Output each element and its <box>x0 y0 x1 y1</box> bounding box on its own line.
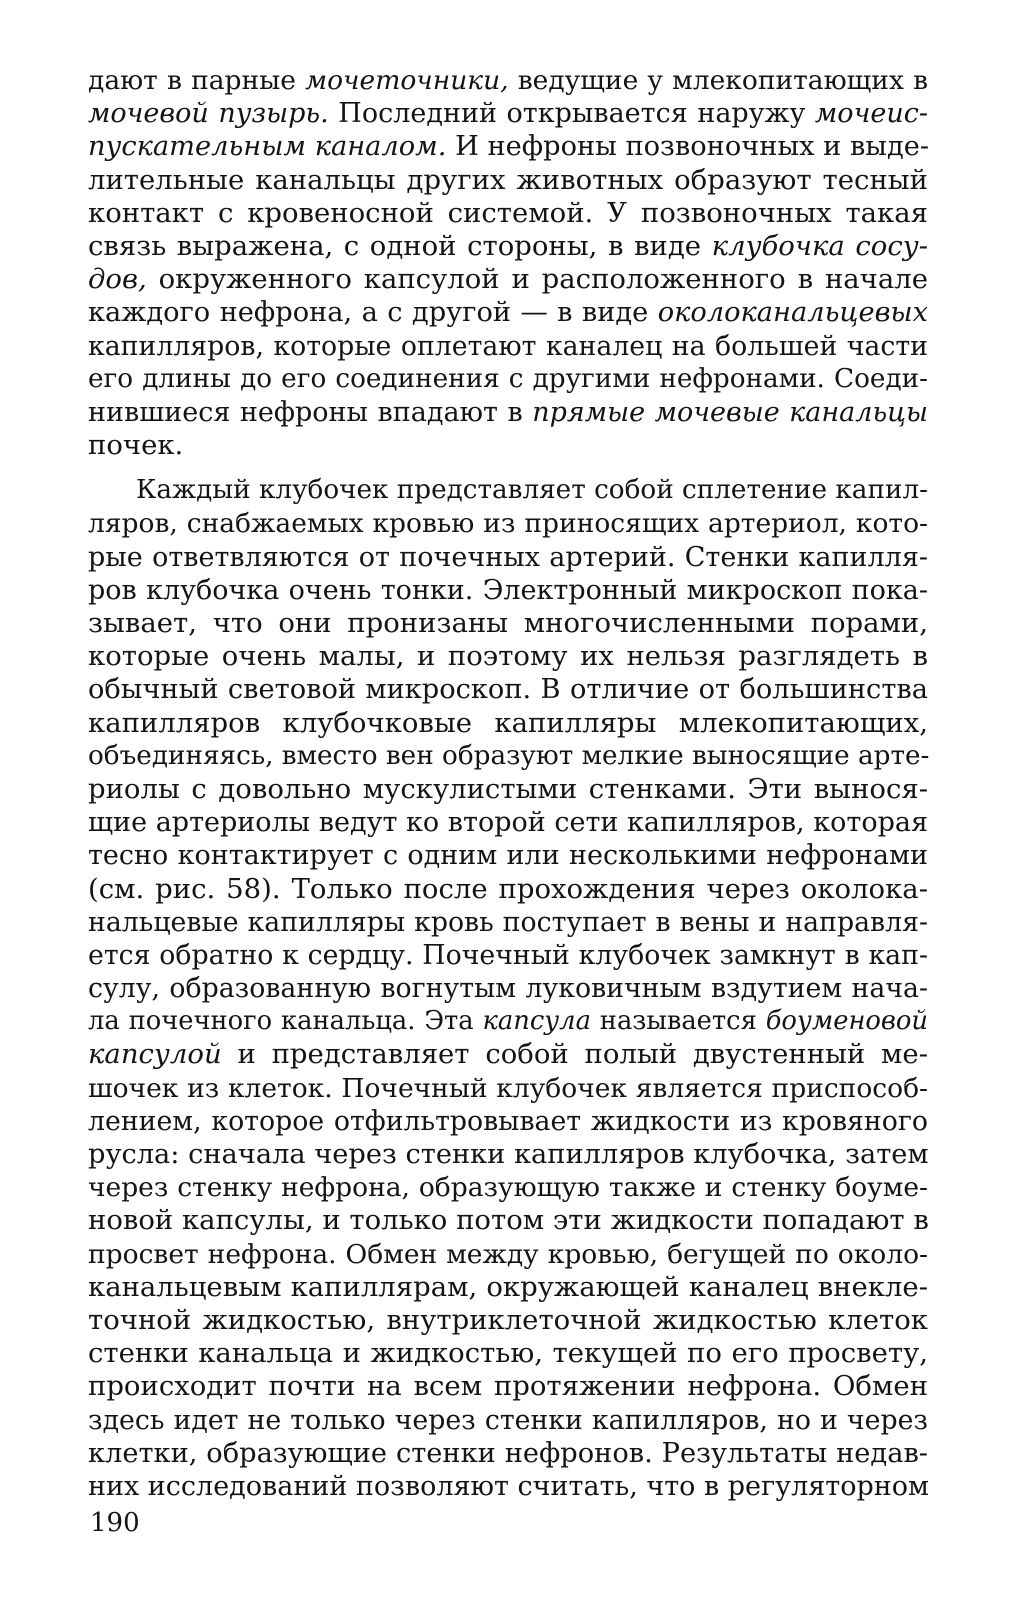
text-line <box>88 1171 928 1204</box>
text-run: нившиеся нефроны впадают в <box>88 396 533 428</box>
text-line <box>88 230 928 263</box>
text-run: ла почечного канальца. Эта <box>88 1006 483 1037</box>
text-run: И нефроны позвоночных и выде- <box>446 131 930 163</box>
text-run: каждого нефрона, а с другой — в виде <box>88 297 658 329</box>
text-line <box>88 1005 928 1038</box>
text-line <box>88 972 928 1005</box>
text-line <box>88 740 928 773</box>
text-run: щие артериолы ведут ко второй сети капилляров, которая <box>88 807 928 839</box>
text-line <box>88 574 928 607</box>
text-line <box>88 707 928 740</box>
text-run: дают в парные <box>88 65 306 96</box>
text-line <box>88 1105 928 1138</box>
text-line <box>88 197 928 230</box>
text-line <box>88 330 928 363</box>
text-line <box>88 873 928 906</box>
text-line <box>88 541 928 574</box>
text-run: шочек из клеток. Почечный клубочек является приспособ- <box>88 1072 928 1104</box>
text-line <box>88 97 928 130</box>
text-run: капилляров, которые оплетают каналец на большей части <box>88 330 928 362</box>
text-line <box>88 1271 928 1304</box>
text-run: рые ответвляются от почечных артерий. Стенки капилля- <box>88 541 928 573</box>
text-run: ется обратно к сердцу. Почечный клубочек замкнут в кап- <box>88 939 928 971</box>
text-run: объединяясь, вместо вен образуют мелкие выносящие арте- <box>88 740 930 771</box>
text-line <box>88 1138 928 1171</box>
text-run: сулу, образованную вогнутым луковичным вздутием нача- <box>88 973 928 1005</box>
text-line <box>88 164 928 197</box>
text-run: тесно контактирует с одним или несколькими нефронами <box>88 840 928 872</box>
text-line <box>88 607 928 640</box>
text-run: нальцевые капилляры кровь поступает в вены и направля- <box>88 906 928 938</box>
text-line <box>88 429 928 462</box>
text-line <box>88 839 928 872</box>
text-run: новой капсулы, и только потом эти жидкости попадают в <box>88 1204 929 1237</box>
text-run: называется <box>590 1006 766 1037</box>
italic-term: мочеточники, <box>305 65 509 96</box>
text-line <box>88 396 928 429</box>
text-run: лением, которое отфильтровывает жидкости из кровяного <box>88 1105 928 1137</box>
text-line <box>88 263 928 296</box>
text-line <box>88 363 928 396</box>
italic-term: мочевой пузырь. <box>88 98 329 130</box>
text-line <box>88 296 928 329</box>
text-run: зывает, что они пронизаны многочисленными порами, <box>88 607 928 639</box>
text-run: связь выражена, с одной стороны, в виде <box>88 229 712 262</box>
text-run: канальцевым капиллярам, окружающей каналец внекле- <box>88 1270 928 1303</box>
italic-term: пускательным каналом. <box>88 131 447 163</box>
italic-term: боуменовой <box>765 1006 928 1037</box>
text-run: ведущие у млекопитающих в <box>508 65 928 96</box>
paragraph <box>88 474 928 1503</box>
text-line <box>88 64 928 97</box>
text-run: стенки канальца и жидкостью, текущей по его просвету, <box>88 1337 928 1370</box>
text-run: через стенку нефрона, образующую также и стенку боуме- <box>88 1172 928 1204</box>
text-line <box>88 507 928 540</box>
text-line <box>88 1304 928 1337</box>
text-run: просвет нефрона. Обмен между кровью, бегущей по около- <box>88 1238 928 1270</box>
text-line <box>88 1072 928 1105</box>
text-run: ров клубочка очень тонки. Электронный микроскоп пока- <box>88 574 928 606</box>
text-run: происходит почти на всем протяжении нефрона. Обмен <box>88 1370 928 1403</box>
italic-term: околоканальцевых <box>657 297 928 329</box>
text-line <box>88 773 928 806</box>
italic-term: прямые мочевые канальцы <box>532 396 928 428</box>
text-run: точной жидкостью, внутриклеточной жидкостью клеток <box>88 1303 928 1336</box>
text-line <box>88 1204 928 1237</box>
text-line <box>88 474 928 507</box>
text-line <box>88 673 928 706</box>
text-run: них исследований позволяют считать, что в регуляторном <box>88 1470 929 1502</box>
italic-term: капсула <box>482 1006 591 1037</box>
italic-term: мочеис- <box>814 98 928 130</box>
italic-term: капсулой <box>88 1038 222 1071</box>
text-line <box>88 1437 928 1470</box>
text-line <box>88 640 928 673</box>
italic-term: дов, <box>88 263 147 296</box>
text-run: риолы с довольно мускулистыми стенками. Эти вынося- <box>88 772 928 805</box>
text-run: которые очень малы, и поэтому их нельзя разглядеть в <box>88 640 928 673</box>
text-run: (см. рис. 58). Только после прохождения через околока- <box>88 872 928 905</box>
text-run: лительные канальцы других животных образуют тесный <box>88 163 928 196</box>
text-line <box>88 1238 928 1271</box>
text-line <box>88 1038 928 1071</box>
text-run: почек. <box>88 429 184 462</box>
text-run: здесь идет не только через стенки капилляров, но и через <box>88 1404 928 1436</box>
text-run: окруженного капсулой и расположенного в начале <box>146 263 928 296</box>
text-line <box>88 1337 928 1370</box>
text-line <box>88 806 928 839</box>
text-run: ляров, снабжаемых кровью из приносящих артериол, кото- <box>88 508 928 540</box>
text-line <box>88 130 928 163</box>
page-body <box>88 64 928 1503</box>
text-run: контакт с кровеносной системой. У позвоночных такая <box>88 196 928 229</box>
text-run: его длины до его соединения с другими нефронами. Соеди- <box>88 363 928 394</box>
text-run: обычный световой микроскоп. В отличие от большинства <box>88 674 928 706</box>
text-line <box>88 1404 928 1437</box>
paragraph <box>88 64 928 462</box>
text-run: капилляров клубочковые капилляры млекопитающих, <box>88 706 928 739</box>
text-run: клетки, образующие стенки нефронов. Результаты недав- <box>88 1437 928 1469</box>
italic-term: клубочка сосу- <box>711 229 928 262</box>
text-line <box>88 1370 928 1403</box>
text-line <box>88 939 928 972</box>
text-line <box>88 1470 928 1503</box>
page-number: 190 <box>90 1508 140 1538</box>
text-run: и представляет собой полый двустенный ме- <box>221 1038 928 1071</box>
text-run: Последний открывается наружу <box>328 98 815 130</box>
text-line <box>88 906 928 939</box>
text-run: Каждый клубочек представляет собой сплетение капил- <box>136 475 928 506</box>
text-run: русла: сначала через стенки капилляров клубочка, затем <box>88 1139 929 1170</box>
